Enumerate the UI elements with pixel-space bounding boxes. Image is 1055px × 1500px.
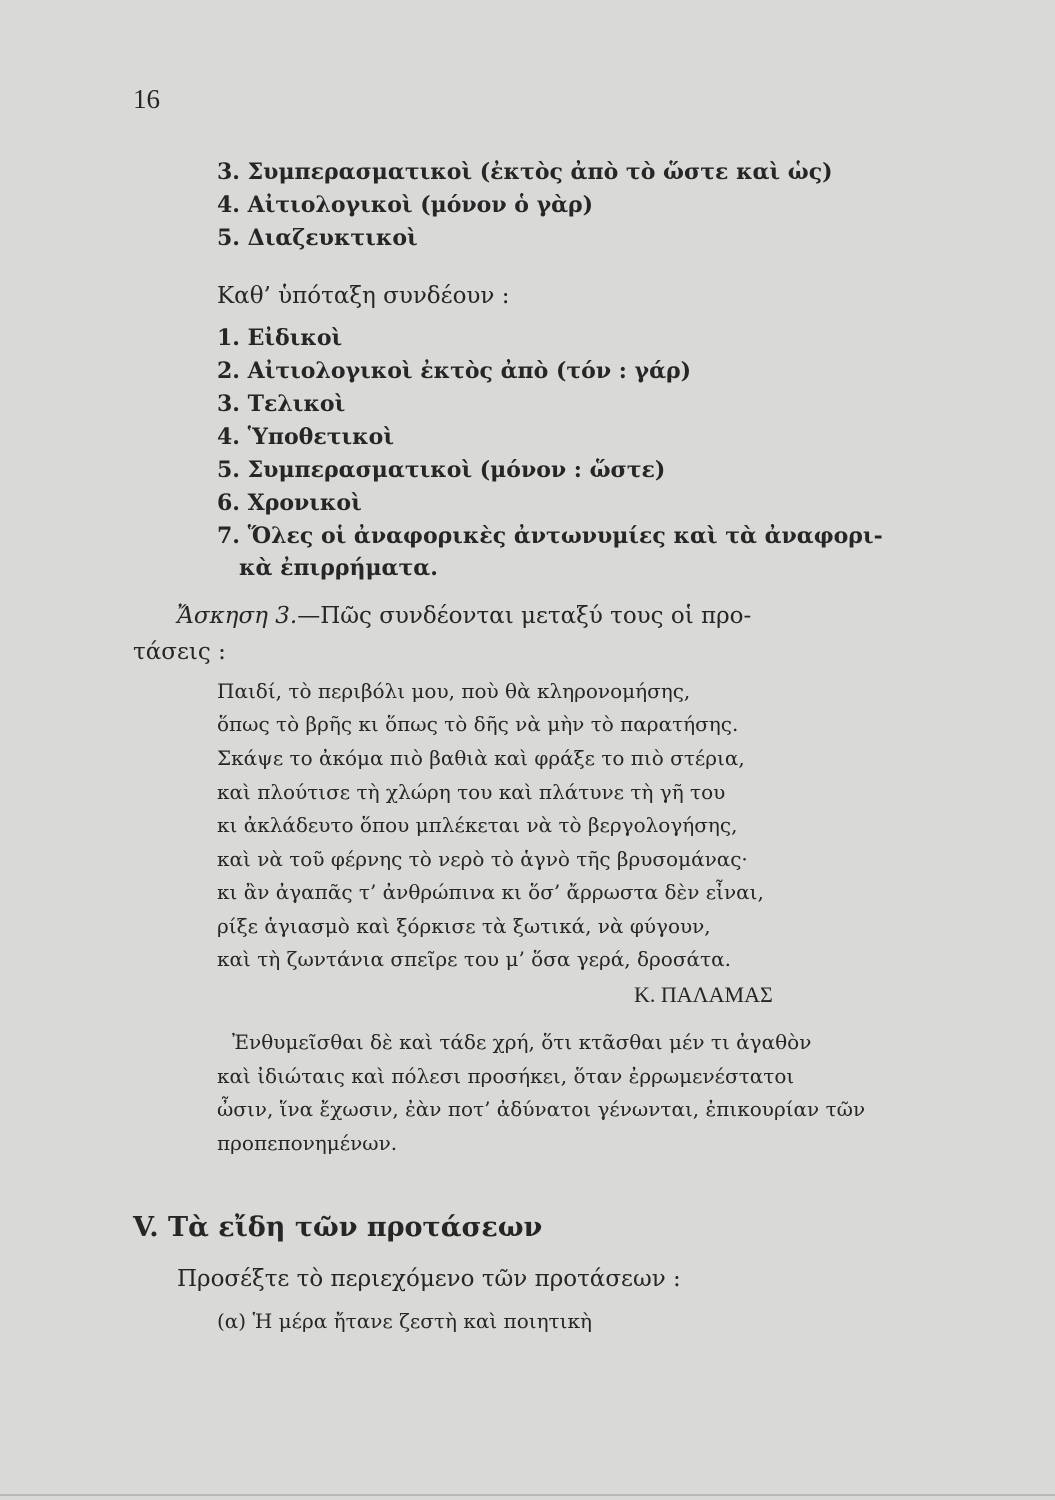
exercise-text: —Πῶς συνδέονται μεταξύ τους οἱ προ- xyxy=(297,603,752,629)
poem-author: Κ. ΠΑΛΑΜΑΣ xyxy=(634,982,773,1007)
paragraph-line: ὦσιν, ἵνα ἔχωσιν, ἐὰν ποτ’ ἀδύνατοι γένωνται, ἐπικουρίαν τῶν xyxy=(217,1097,866,1121)
poem-line: καὶ πλούτισε τὴ χλώρη του καὶ πλάτυνε τὴ γῆ του xyxy=(217,780,726,804)
exercise-line xyxy=(177,605,920,628)
section-title: V. Τὰ εἴδη τῶν προτάσεων xyxy=(133,1212,543,1243)
poem-line: κι ἀκλάδευτο ὅπου μπλέκεται νὰ τὸ βεργολογήσης, xyxy=(217,813,738,837)
poem-line: ρίξε ἁγιασμὸ καὶ ξόρκισε τὰ ξωτικά, νὰ φύγουν, xyxy=(217,914,711,938)
list-item: 4. Αἰτιολογικοὶ (μόνον ὁ γὰρ) xyxy=(217,192,594,218)
subordination-heading: Καθ’ ὑπόταξη συνδέουν : xyxy=(217,283,510,309)
poem-line: Σκάψε το ἀκόμα πιὸ βαθιὰ καὶ φράξε το πιὸ στέρια, xyxy=(217,746,745,770)
poem-line: ὅπως τὸ βρῆς κι ὅπως τὸ δῆς νὰ μὴν τὸ παρατήσης. xyxy=(217,712,739,736)
paragraph-line: καὶ ἰδιώταις καὶ πόλεσι προσήκει, ὅταν ἐρρωμενέστατοι xyxy=(217,1064,795,1088)
list-item: 2. Αἰτιολογικοὶ ἐκτὸς ἀπὸ (τόν : γάρ) xyxy=(217,358,692,384)
instruction-text: Προσέξτε τὸ περιεχόμενο τῶν προτάσεων : xyxy=(177,1266,681,1292)
exercise-continuation: τάσεις : xyxy=(133,639,226,665)
example-sentence: (α) Ἡ μέρα ἤτανε ζεστὴ καὶ ποιητικὴ xyxy=(217,1309,592,1333)
list-item: 5. Συμπερασματικοὶ (μόνον : ὥστε) xyxy=(217,457,666,483)
paragraph-line: προπεπονημένων. xyxy=(217,1131,398,1155)
list-item: 5. Διαζευκτικοὶ xyxy=(217,225,418,251)
list-item: 1. Εἰδικοὶ xyxy=(217,325,343,351)
poem-line: καὶ νὰ τοῦ φέρνης τὸ νερὸ τὸ ἁγνὸ τῆς βρυσομάνας· xyxy=(217,847,748,871)
list-item-continuation: κὰ ἐπιρρήματα. xyxy=(239,555,438,581)
poem-line: κι ἂν ἀγαπᾶς τ’ ἀνθρώπινα κι ὅσ’ ἄρρωστα δὲν εἶναι, xyxy=(217,880,764,904)
list-item: 7. Ὅλες οἱ ἀναφορικὲς ἀντωνυμίες καὶ τὰ ἀναφορι- xyxy=(217,523,883,549)
list-item: 3. Τελικοὶ xyxy=(217,391,346,417)
list-item: 4. Ὑποθετικοὶ xyxy=(217,424,394,450)
paragraph-line: Ἐνθυμεῖσθαι δὲ καὶ τάδε χρή, ὅτι κτᾶσθαι μέν τι ἀγαθὸν xyxy=(232,1030,812,1054)
list-item: 6. Χρονικοὶ xyxy=(217,490,362,516)
scan-edge-line xyxy=(0,1494,1055,1496)
poem-line: Παιδί, τὸ περιβόλι μου, ποὺ θὰ κληρονομήσης, xyxy=(217,679,691,703)
exercise-label: Ἄσκηση 3. xyxy=(177,603,298,629)
page-number: 16 xyxy=(133,84,160,114)
list-item: 3. Συμπερασματικοὶ (ἐκτὸς ἀπὸ τὸ ὥστε καὶ ὡς) xyxy=(217,159,833,185)
poem-line: καὶ τὴ ζωντάνια σπεῖρε του μ’ ὅσα γερά, δροσάτα. xyxy=(217,947,731,971)
